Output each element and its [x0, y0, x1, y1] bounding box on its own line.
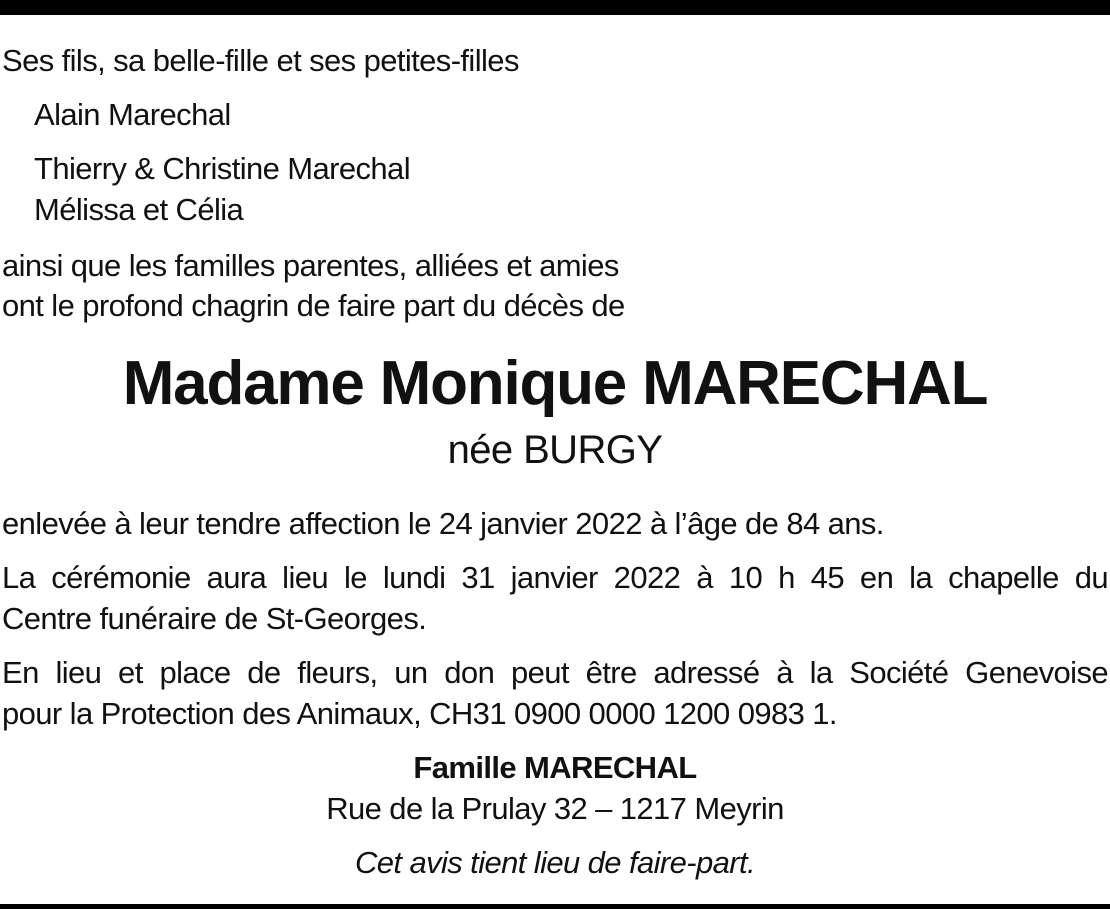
family-member-melissa-celia: Mélissa et Célia: [34, 192, 244, 227]
family-member-thierry-christine: Thierry & Christine Marechal: [34, 151, 410, 186]
family-member-alain: Alain Marechal: [34, 97, 231, 132]
bottom-rule: [0, 904, 1110, 909]
announcement-line-2: ont le profond chagrin de faire part du décès de: [2, 288, 625, 323]
top-rule: [0, 0, 1110, 15]
donation-line-1: En lieu et place de fleurs, un don peut être adressé à la Société Genevoise: [2, 655, 1108, 690]
signature-address: Rue de la Prulay 32 – 1217 Meyrin: [326, 791, 784, 826]
ceremony-line-2: Centre funéraire de St-Georges.: [2, 601, 427, 636]
closing-note: Cet avis tient lieu de faire-part.: [354, 845, 756, 880]
signature-family: Famille MARECHAL: [413, 750, 697, 785]
intro-text: Ses fils, sa belle-fille et ses petites-filles: [2, 43, 519, 78]
donation-line-2: pour la Protection des Animaux, CH31 0900 0000 1200 0983 1.: [2, 696, 837, 731]
announcement-line-1: ainsi que les familles parentes, alliées et amies: [2, 248, 619, 283]
maiden-name: née BURGY: [447, 428, 663, 472]
ceremony-line-1: La cérémonie aura lieu le lundi 31 janvier 2022 à 10 h 45 en la chapelle du: [2, 560, 1108, 595]
deceased-name: Madame Monique MARECHAL: [122, 349, 988, 418]
death-notice-text: enlevée à leur tendre affection le 24 janvier 2022 à l’âge de 84 ans.: [2, 506, 884, 541]
